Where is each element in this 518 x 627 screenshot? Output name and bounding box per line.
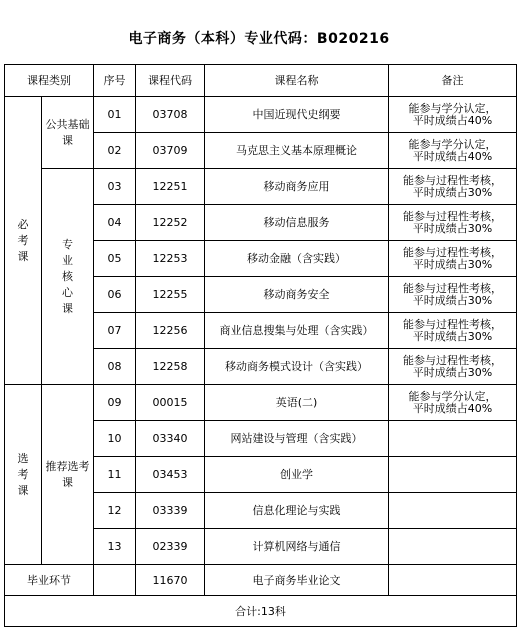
cell-name: 网站建设与管理（含实践）	[205, 421, 389, 457]
cell-name: 移动商务应用	[205, 169, 389, 205]
cell-note: 能参与学分认定， 平时成绩占40%	[389, 97, 517, 133]
cell-code: 11670	[136, 565, 205, 596]
cell-name: 中国近现代史纲要	[205, 97, 389, 133]
curriculum-table	[4, 64, 517, 627]
cell-note	[389, 493, 517, 529]
cell-note	[389, 421, 517, 457]
header-code: 课程代码	[136, 65, 205, 97]
cell-code: 03708	[136, 97, 205, 133]
header-note: 备注	[389, 65, 517, 97]
cell-name: 移动信息服务	[205, 205, 389, 241]
cell-name: 计算机网络与通信	[205, 529, 389, 565]
page-title: 电子商务（本科）专业代码：B020216	[128, 31, 390, 47]
cell-seq: 09	[94, 385, 136, 421]
cell-name: 移动金融（含实践）	[205, 241, 389, 277]
subgroup-recommended: 推荐选考课	[42, 385, 94, 565]
cell-seq: 04	[94, 205, 136, 241]
cell-note: 能参与过程性考核， 平时成绩占30%	[389, 313, 517, 349]
cell-seq: 02	[94, 133, 136, 169]
table-row	[5, 169, 517, 205]
cell-note	[389, 457, 517, 493]
total-row	[5, 596, 517, 627]
cell-name: 信息化理论与实践	[205, 493, 389, 529]
cell-name: 商业信息搜集与处理（含实践）	[205, 313, 389, 349]
header-name: 课程名称	[205, 65, 389, 97]
cell-note: 能参与过程性考核， 平时成绩占30%	[389, 205, 517, 241]
cell-code: 02339	[136, 529, 205, 565]
cell-seq: 05	[94, 241, 136, 277]
cell-note: 能参与过程性考核， 平时成绩占30%	[389, 241, 517, 277]
cell-code: 00015	[136, 385, 205, 421]
cell-seq: 08	[94, 349, 136, 385]
cell-name: 英语(二)	[205, 385, 389, 421]
cell-name: 移动商务模式设计（含实践）	[205, 349, 389, 385]
cell-name: 移动商务安全	[205, 277, 389, 313]
cell-name: 电子商务毕业论文	[205, 565, 389, 596]
group-elective: 选考课	[5, 385, 42, 565]
cell-note: 能参与学分认定， 平时成绩占40%	[389, 385, 517, 421]
cell-seq: 06	[94, 277, 136, 313]
header-row	[5, 65, 517, 97]
graduation-row	[5, 565, 517, 596]
cell-seq: 13	[94, 529, 136, 565]
cell-seq: 12	[94, 493, 136, 529]
cell-note	[389, 529, 517, 565]
cell-code: 03453	[136, 457, 205, 493]
cell-code: 03340	[136, 421, 205, 457]
cell-seq: 07	[94, 313, 136, 349]
cell-code: 12252	[136, 205, 205, 241]
cell-note: 能参与过程性考核， 平时成绩占30%	[389, 277, 517, 313]
cell-seq: 01	[94, 97, 136, 133]
table-row	[5, 385, 517, 421]
cell-code: 12258	[136, 349, 205, 385]
table-row	[5, 97, 517, 133]
header-seq: 序号	[94, 65, 136, 97]
cell-note: 能参与过程性考核， 平时成绩占30%	[389, 349, 517, 385]
total-label: 合计:13科	[5, 596, 517, 627]
cell-name: 创业学	[205, 457, 389, 493]
cell-code: 12255	[136, 277, 205, 313]
cell-seq	[94, 565, 136, 596]
header-category: 课程类别	[5, 65, 94, 97]
group-graduation: 毕业环节	[5, 565, 94, 596]
cell-note: 能参与学分认定， 平时成绩占40%	[389, 133, 517, 169]
subgroup-major-core: 专业核心课	[42, 169, 94, 385]
cell-code: 03709	[136, 133, 205, 169]
cell-note	[389, 565, 517, 596]
cell-seq: 11	[94, 457, 136, 493]
cell-code: 12256	[136, 313, 205, 349]
cell-code: 12251	[136, 169, 205, 205]
cell-name: 马克思主义基本原理概论	[205, 133, 389, 169]
group-required: 必考课	[5, 97, 42, 385]
cell-note: 能参与过程性考核， 平时成绩占30%	[389, 169, 517, 205]
cell-seq: 10	[94, 421, 136, 457]
cell-code: 03339	[136, 493, 205, 529]
subgroup-public-basic: 公共基础课	[42, 97, 94, 169]
cell-seq: 03	[94, 169, 136, 205]
cell-code: 12253	[136, 241, 205, 277]
